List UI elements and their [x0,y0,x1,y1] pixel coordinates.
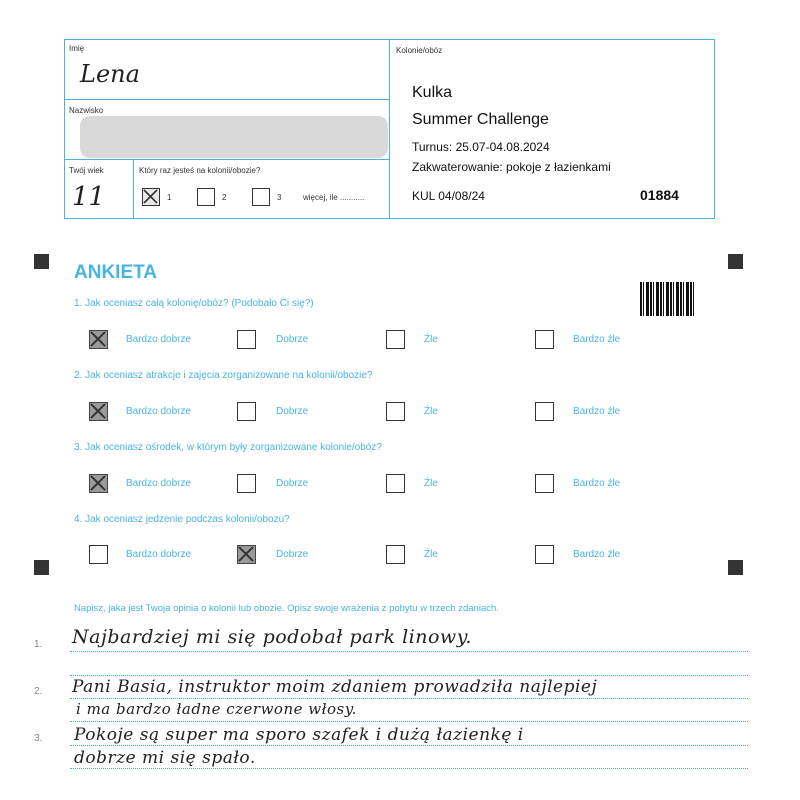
answer-line-1 [70,651,748,652]
camp-program: Summer Challenge [412,111,549,128]
q2-option-zle-checkbox[interactable] [386,402,405,421]
camp-turnus: Turnus: 25.07-04.08.2024 [412,140,550,154]
q3-option-zle-label: Źle [424,478,438,489]
survey-title: ANKIETA [74,262,158,283]
answer-line-1b [70,675,748,676]
q2-option-bardzo-dobrze-label: Bardzo dobrze [126,406,192,417]
name-label: Imię [69,44,85,53]
age-value[interactable]: 11 [72,182,106,212]
q4-option-dobrze-checkbox[interactable] [237,545,256,564]
line-number-2: 2. [34,686,43,697]
camp-accommodation: Zakwaterowanie: pokoje z łazienkami [412,160,611,174]
name-value[interactable]: Lena [80,60,140,88]
answer-text-1[interactable]: Najbardziej mi się podobał park linowy. [72,626,472,648]
surname-redaction [80,116,388,158]
barcode [640,282,694,316]
registration-marker-top-left [34,254,49,269]
camp-name: Kulka [412,84,453,101]
q3-option-zle-checkbox[interactable] [386,474,405,493]
which-time-checkbox-2[interactable] [197,188,215,206]
which-time-checkbox-1[interactable] [142,188,160,206]
age-label: Twój wiek [69,166,104,175]
q1-option-bardzo-zle-label: Bardzo źle [573,334,621,345]
question-2: 2. Jak oceniasz atrakcje i zajęcia zorganizowane na kolonii/obozie? [74,370,373,381]
q2-option-dobrze-checkbox[interactable] [237,402,256,421]
q2-option-bardzo-zle-label: Bardzo źle [573,406,621,417]
which-time-option-3-label: 3 [277,193,282,202]
which-time-option-1-label: 1 [167,193,172,202]
which-time-label: Który raz jesteś na kolonii/obozie? [139,166,261,175]
q4-option-zle-label: Źle [424,549,438,560]
line-number-1: 1. [34,639,43,650]
answer-line-2b [70,721,748,722]
q4-option-zle-checkbox[interactable] [386,545,405,564]
answer-text-3[interactable]: Pokoje są super ma sporo szafek i dużą łazienkę i [74,725,524,745]
q3-option-dobrze-label: Dobrze [276,478,309,489]
q1-option-bardzo-dobrze-label: Bardzo dobrze [126,334,192,345]
q1-option-dobrze-label: Dobrze [276,334,309,345]
q2-option-bardzo-dobrze-checkbox[interactable] [89,402,108,421]
question-3: 3. Jak oceniasz ośrodek, w którym były zorganizowane kolonie/obóz? [74,442,382,453]
q3-option-bardzo-dobrze-checkbox[interactable] [89,474,108,493]
q3-option-bardzo-zle-checkbox[interactable] [535,474,554,493]
q1-option-zle-checkbox[interactable] [386,330,405,349]
answer-text-2b[interactable]: i ma bardzo ładne czerwone włosy. [76,700,357,718]
q1-option-zle-label: Źle [424,334,438,345]
q2-option-bardzo-zle-checkbox[interactable] [535,402,554,421]
which-time-option-2-label: 2 [222,193,227,202]
question-4: 4. Jak oceniasz jedzenie podczas kolonii/obozu? [74,514,290,525]
which-time-more-label: więcej, ile ........... [303,193,365,202]
answer-text-2[interactable]: Pani Basia, instruktor moim zdaniem prowadziła najlepiej [72,677,598,697]
q4-option-dobrze-label: Dobrze [276,549,309,560]
q4-option-bardzo-dobrze-label: Bardzo dobrze [126,549,192,560]
opinion-prompt: Napisz, jaka jest Twoja opinia o kolonii lub obozie. Opisz swoje wrażenia z pobytu w trzech zdaniach. [74,603,499,614]
registration-marker-mid-right [728,560,743,575]
q3-option-bardzo-zle-label: Bardzo źle [573,478,621,489]
q1-option-bardzo-zle-checkbox[interactable] [535,330,554,349]
q1-option-dobrze-checkbox[interactable] [237,330,256,349]
camp-label: Kolonie/obóz [396,46,443,55]
q2-option-zle-label: Źle [424,406,438,417]
q2-option-dobrze-label: Dobrze [276,406,309,417]
answer-text-3b[interactable]: dobrze mi się spało. [74,748,256,768]
which-time-checkbox-3[interactable] [252,188,270,206]
form-number: 01884 [640,187,679,203]
answer-line-3b [70,768,748,769]
registration-marker-top-right [728,254,743,269]
line-number-3: 3. [34,733,43,744]
q3-option-bardzo-dobrze-label: Bardzo dobrze [126,478,192,489]
question-1: 1. Jak oceniasz całą kolonię/obóz? (Podobało Ci się?) [74,298,314,309]
q4-option-bardzo-zle-label: Bardzo źle [573,549,621,560]
q4-option-bardzo-zle-checkbox[interactable] [535,545,554,564]
q1-option-bardzo-dobrze-checkbox[interactable] [89,330,108,349]
answer-line-2 [70,698,748,699]
answer-line-3 [70,745,748,746]
registration-marker-mid-left [34,560,49,575]
q3-option-dobrze-checkbox[interactable] [237,474,256,493]
surname-label: Nazwisko [69,106,104,115]
camp-code: KUL 04/08/24 [412,189,485,203]
q4-option-bardzo-dobrze-checkbox[interactable] [89,545,108,564]
